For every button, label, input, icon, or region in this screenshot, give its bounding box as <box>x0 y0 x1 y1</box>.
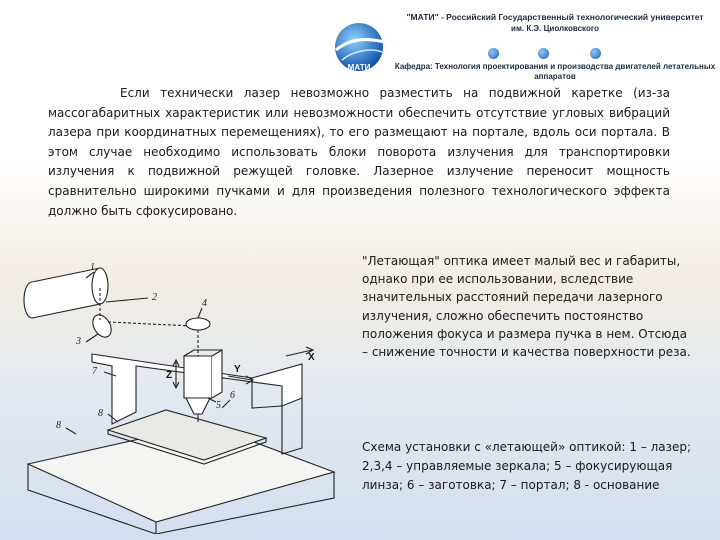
flying-optics-paragraph: "Летающая" оптика имеет малый вес и габариты, однако при ее использовании, вследствие значительных расстояний передачи лазерного излучения, сложно обеспечить постоянство положения фокуса и размера пучка в нем. Отсюда – снижение точности и качества поверхности реза. <box>362 254 691 360</box>
cutting-head <box>184 356 212 398</box>
dot-icon <box>590 48 601 59</box>
university-subtitle: им. К.Э. Циолковского <box>511 24 599 33</box>
label-7: 7 <box>92 366 97 377</box>
label-2: 2 <box>152 292 157 303</box>
label-8-right: 8 <box>98 408 103 419</box>
laser-setup-diagram <box>16 258 346 534</box>
label-5: 5 <box>216 400 221 411</box>
axis-y-label: Y <box>234 364 241 375</box>
dot-icon <box>488 48 499 59</box>
axis-x-label: X <box>308 352 315 363</box>
main-paragraph: Если технически лазер невозможно разместить на подвижной каретке (из-за массогабаритных характеристик или невозможности обеспечить отсутствие угловых вибраций лазера при координатных перемещениях), то его размещают на портале, вдоль оси портала. В этом случае необходимо использовать блоки поворота излучения для транспортировки излучения к подвижной режущей головке. Лазерное излучение переносит мощность сравнительно широкими пучками и для произведения полезного технологического эффекта должно быть сфокусировано. <box>48 86 670 218</box>
label-1: 1 <box>90 262 95 273</box>
department-name: Кафедра: Технология проектирования и производства двигателей летательных аппаратов <box>394 62 716 81</box>
label-8-left: 8 <box>56 420 61 431</box>
label-6: 6 <box>230 390 235 401</box>
dot-icon <box>538 48 549 59</box>
university-name: "МАТИ" - Российский Государственный технологический университет <box>406 12 704 22</box>
label-3: 3 <box>76 336 81 347</box>
figure-caption: Схема установки с «летающей» оптикой: 1 – лазер; 2,3,4 – управляемые зеркала; 5 – фокусирующая линза; 6 – заготовка; 7 – портал; 8 - основание <box>362 440 692 493</box>
axis-z-label: Z <box>166 370 173 381</box>
label-4: 4 <box>202 298 207 309</box>
svg-text:МАТИ: МАТИ <box>347 63 371 72</box>
mati-logo <box>332 20 386 74</box>
mirror-3 <box>89 312 115 341</box>
mirror-4 <box>186 318 210 330</box>
university-header <box>330 8 720 86</box>
